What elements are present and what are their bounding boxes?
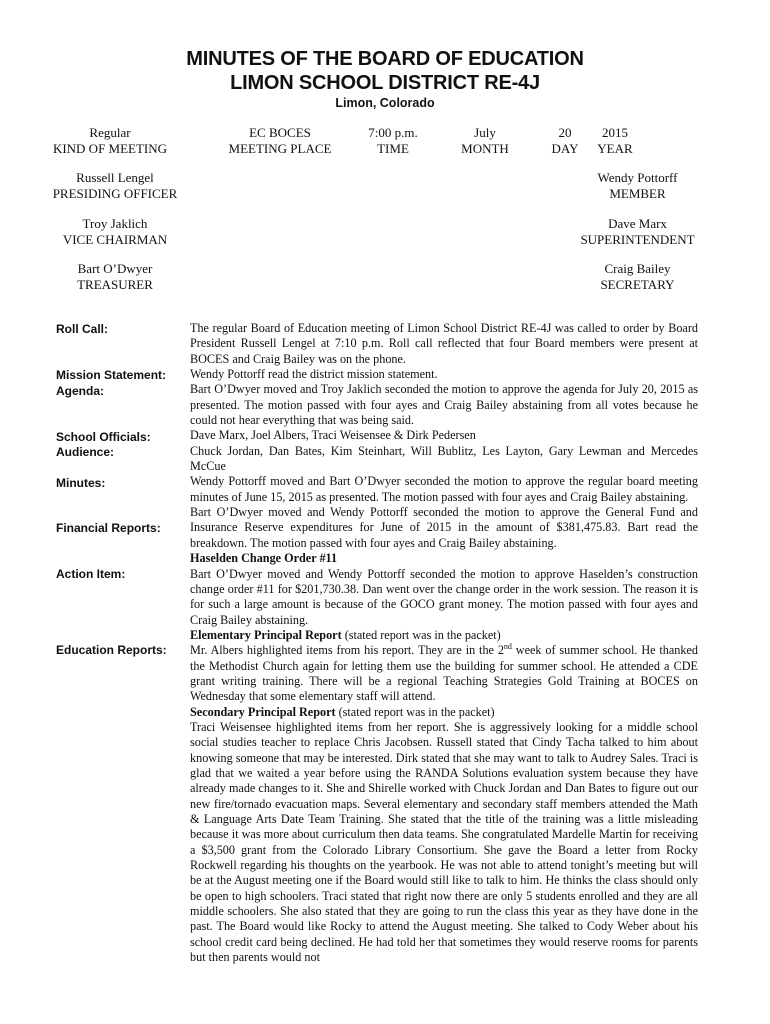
label-audience: Audience: xyxy=(56,445,115,459)
superintendent-title: SUPERINTENDENT xyxy=(580,231,695,247)
board-member-name: Wendy Pottorff xyxy=(597,170,678,185)
label-roll-call: Roll Call: xyxy=(56,322,109,336)
label-agenda: Agenda: xyxy=(56,384,104,398)
meeting-kind-value: Regular xyxy=(89,125,131,140)
label-school-officials: School Officials: xyxy=(56,430,151,444)
school-officials-text: Dave Marx, Joel Albers, Traci Weisensee & Dirk Pedersen xyxy=(190,428,476,443)
secondary-report-heading: Secondary Principal Report xyxy=(190,704,336,719)
elementary-report-text-b: week of summer school. He thanked the Methodist Church again for letting them use the building for summer school. He attended a CDE grant writing training. There will be a regional Teaching Strategies Gold Training at BOCES on Wednesday that some elementary staff will attend. xyxy=(190,643,698,704)
elementary-report-heading: Elementary Principal Report xyxy=(190,627,342,642)
minutes-text: Wendy Pottorff moved and Bart O’Dwyer seconded the motion to approve the regular board meeting minutes of June 15, 2015 as presented. The motion passed with four ayes and Craig Bailey abstaining. xyxy=(190,474,698,504)
presiding-officer-title: PRESIDING OFFICER xyxy=(52,185,178,201)
vice-chairman xyxy=(40,216,190,247)
meeting-kind-label: KIND OF MEETING xyxy=(52,140,168,156)
label-minutes: Minutes: xyxy=(56,476,106,490)
elementary-report-text-a: Mr. Albers highlighted items from his report. They are in the 2 xyxy=(190,643,504,658)
secondary-report-note: (stated report was in the packet) xyxy=(335,704,495,719)
meeting-day-value: 20 xyxy=(558,125,572,140)
elementary-report-note: (stated report was in the packet) xyxy=(341,627,501,642)
meeting-place xyxy=(215,125,345,156)
document-title-line2: LIMON SCHOOL DISTRICT RE-4J xyxy=(230,72,540,94)
document-title-line1: MINUTES OF THE BOARD OF EDUCATION xyxy=(186,48,584,70)
meeting-year-value: 2015 xyxy=(602,125,628,140)
secretary-title: SECRETARY xyxy=(600,276,675,292)
secretary xyxy=(560,261,715,292)
action-item-heading: Haselden Change Order #11 xyxy=(190,551,338,566)
financial-reports-text: Bart O’Dwyer moved and Wendy Pottorff seconded the motion to approve the General Fund and Insurance Reserve expenditures for June of 2015 in the amount of $381,475.83. Bart read the breakdown. The motion passed with four ayes and Craig Bailey abstaining. xyxy=(190,505,698,550)
minutes-body xyxy=(190,321,698,965)
treasurer xyxy=(40,261,190,292)
superintendent-name: Dave Marx xyxy=(608,216,667,231)
agenda-text: Bart O’Dwyer moved and Troy Jaklich seconded the motion to approve the agenda for July 20, 2015 as presented. The motion passed with four ayes and Craig Bailey abstaining from all votes because he could not hear everything that was being said. xyxy=(190,382,698,428)
secondary-report-text: Traci Weisensee highlighted items from her report. She is aggressively looking for a middle school social studies teacher to replace Chris Jacobsen. Russell stated that Cindy Tacha talked to him about knowing someone that may be interested. Dirk stated that she may want to talk to Audrey Sales. Traci is glad that we waited a year before using the RANDA Solutions evaluation system because they have already made changes to it. She and Shirelle worked with Chuck Jordan and Dan Bates to figure out our new fire/tornado evacuation maps. Several elementary and secondary staff members attended the Math & Language Arts Date Team Training. She stated that the title of the training was a little misleading because it was more about curriculum then data teams. She congratulated Mardelle Martin for receiving a $3,500 grant from the Colorado Library Consortium. She gave the Board a letter from Rocky Rockwell regarding his thoughts on the yearbook. He was not able to attend tonight’s meeting but will be at the August meeting one if the Board would still like to talk to him. He thinks the class should only be open to high schoolers. Traci stated that right now there are only 5 students enrolled and they are all middle schoolers. She also stated that they are going to run the class this year as they have done in the past. The Board would like Rocky to attend the August meeting. She talked to Cody Weber about his school credit card being declined. He had told her that sometimes they would reserve rooms for parents but then parents would not xyxy=(190,719,698,965)
meeting-time-label: TIME xyxy=(377,140,409,156)
meeting-month-value: July xyxy=(474,125,496,140)
meeting-month xyxy=(445,125,525,156)
meeting-year-label: YEAR xyxy=(597,140,633,156)
meeting-day-label: DAY xyxy=(551,140,579,156)
meeting-time-value: 7:00 p.m. xyxy=(368,125,418,140)
meeting-year xyxy=(590,125,640,156)
label-action-item: Action Item: xyxy=(56,567,126,581)
action-item-text: Bart O’Dwyer moved and Wendy Pottorff seconded the motion to approve Haselden’s construction change order #11 for $201,730.38. Dan went over the change order in the work session. The reason it is for such a large amount is because of the GOCO grant money. The motion passed with four ayes and Craig Bailey abstaining. xyxy=(190,566,698,627)
meeting-place-label: MEETING PLACE xyxy=(228,140,332,156)
board-member-title: MEMBER xyxy=(609,185,666,201)
roll-call-text: The regular Board of Education meeting of Limon School District RE-4J was called to order by Board President Russell Lengel at 7:10 p.m. Roll call reflected that four Board members were present at BOCES and Craig Bailey was on the phone. xyxy=(190,321,698,366)
treasurer-name: Bart O’Dwyer xyxy=(77,261,153,276)
superintendent xyxy=(560,216,715,247)
treasurer-title: TREASURER xyxy=(77,276,153,292)
mission-statement-text: Wendy Pottorff read the district mission statement. xyxy=(190,367,438,382)
elementary-report-heading-line xyxy=(190,628,698,643)
vice-chairman-name: Troy Jaklich xyxy=(82,216,148,231)
secondary-report-heading-line xyxy=(190,705,698,720)
meeting-kind xyxy=(40,125,180,156)
meeting-day xyxy=(540,125,590,156)
presiding-officer-name: Russell Lengel xyxy=(76,170,154,185)
meeting-place-value: EC BOCES xyxy=(249,125,311,140)
label-mission-statement: Mission Statement: xyxy=(56,368,167,382)
label-financial-reports: Financial Reports: xyxy=(56,521,161,535)
meeting-month-label: MONTH xyxy=(461,140,509,156)
meeting-time xyxy=(348,125,438,156)
secretary-name: Craig Bailey xyxy=(604,261,671,276)
audience-text: Chuck Jordan, Dan Bates, Kim Steinhart, Will Bublitz, Les Layton, Gary Lewman and Mercedes McCue xyxy=(190,443,698,474)
board-member xyxy=(560,170,715,201)
ordinal-suffix: nd xyxy=(503,642,512,652)
presiding-officer xyxy=(40,170,190,201)
label-education-reports: Education Reports: xyxy=(56,643,167,657)
vice-chairman-title: VICE CHAIRMAN xyxy=(62,231,168,247)
elementary-report-text xyxy=(190,643,698,704)
document-location: Limon, Colorado xyxy=(335,96,435,110)
